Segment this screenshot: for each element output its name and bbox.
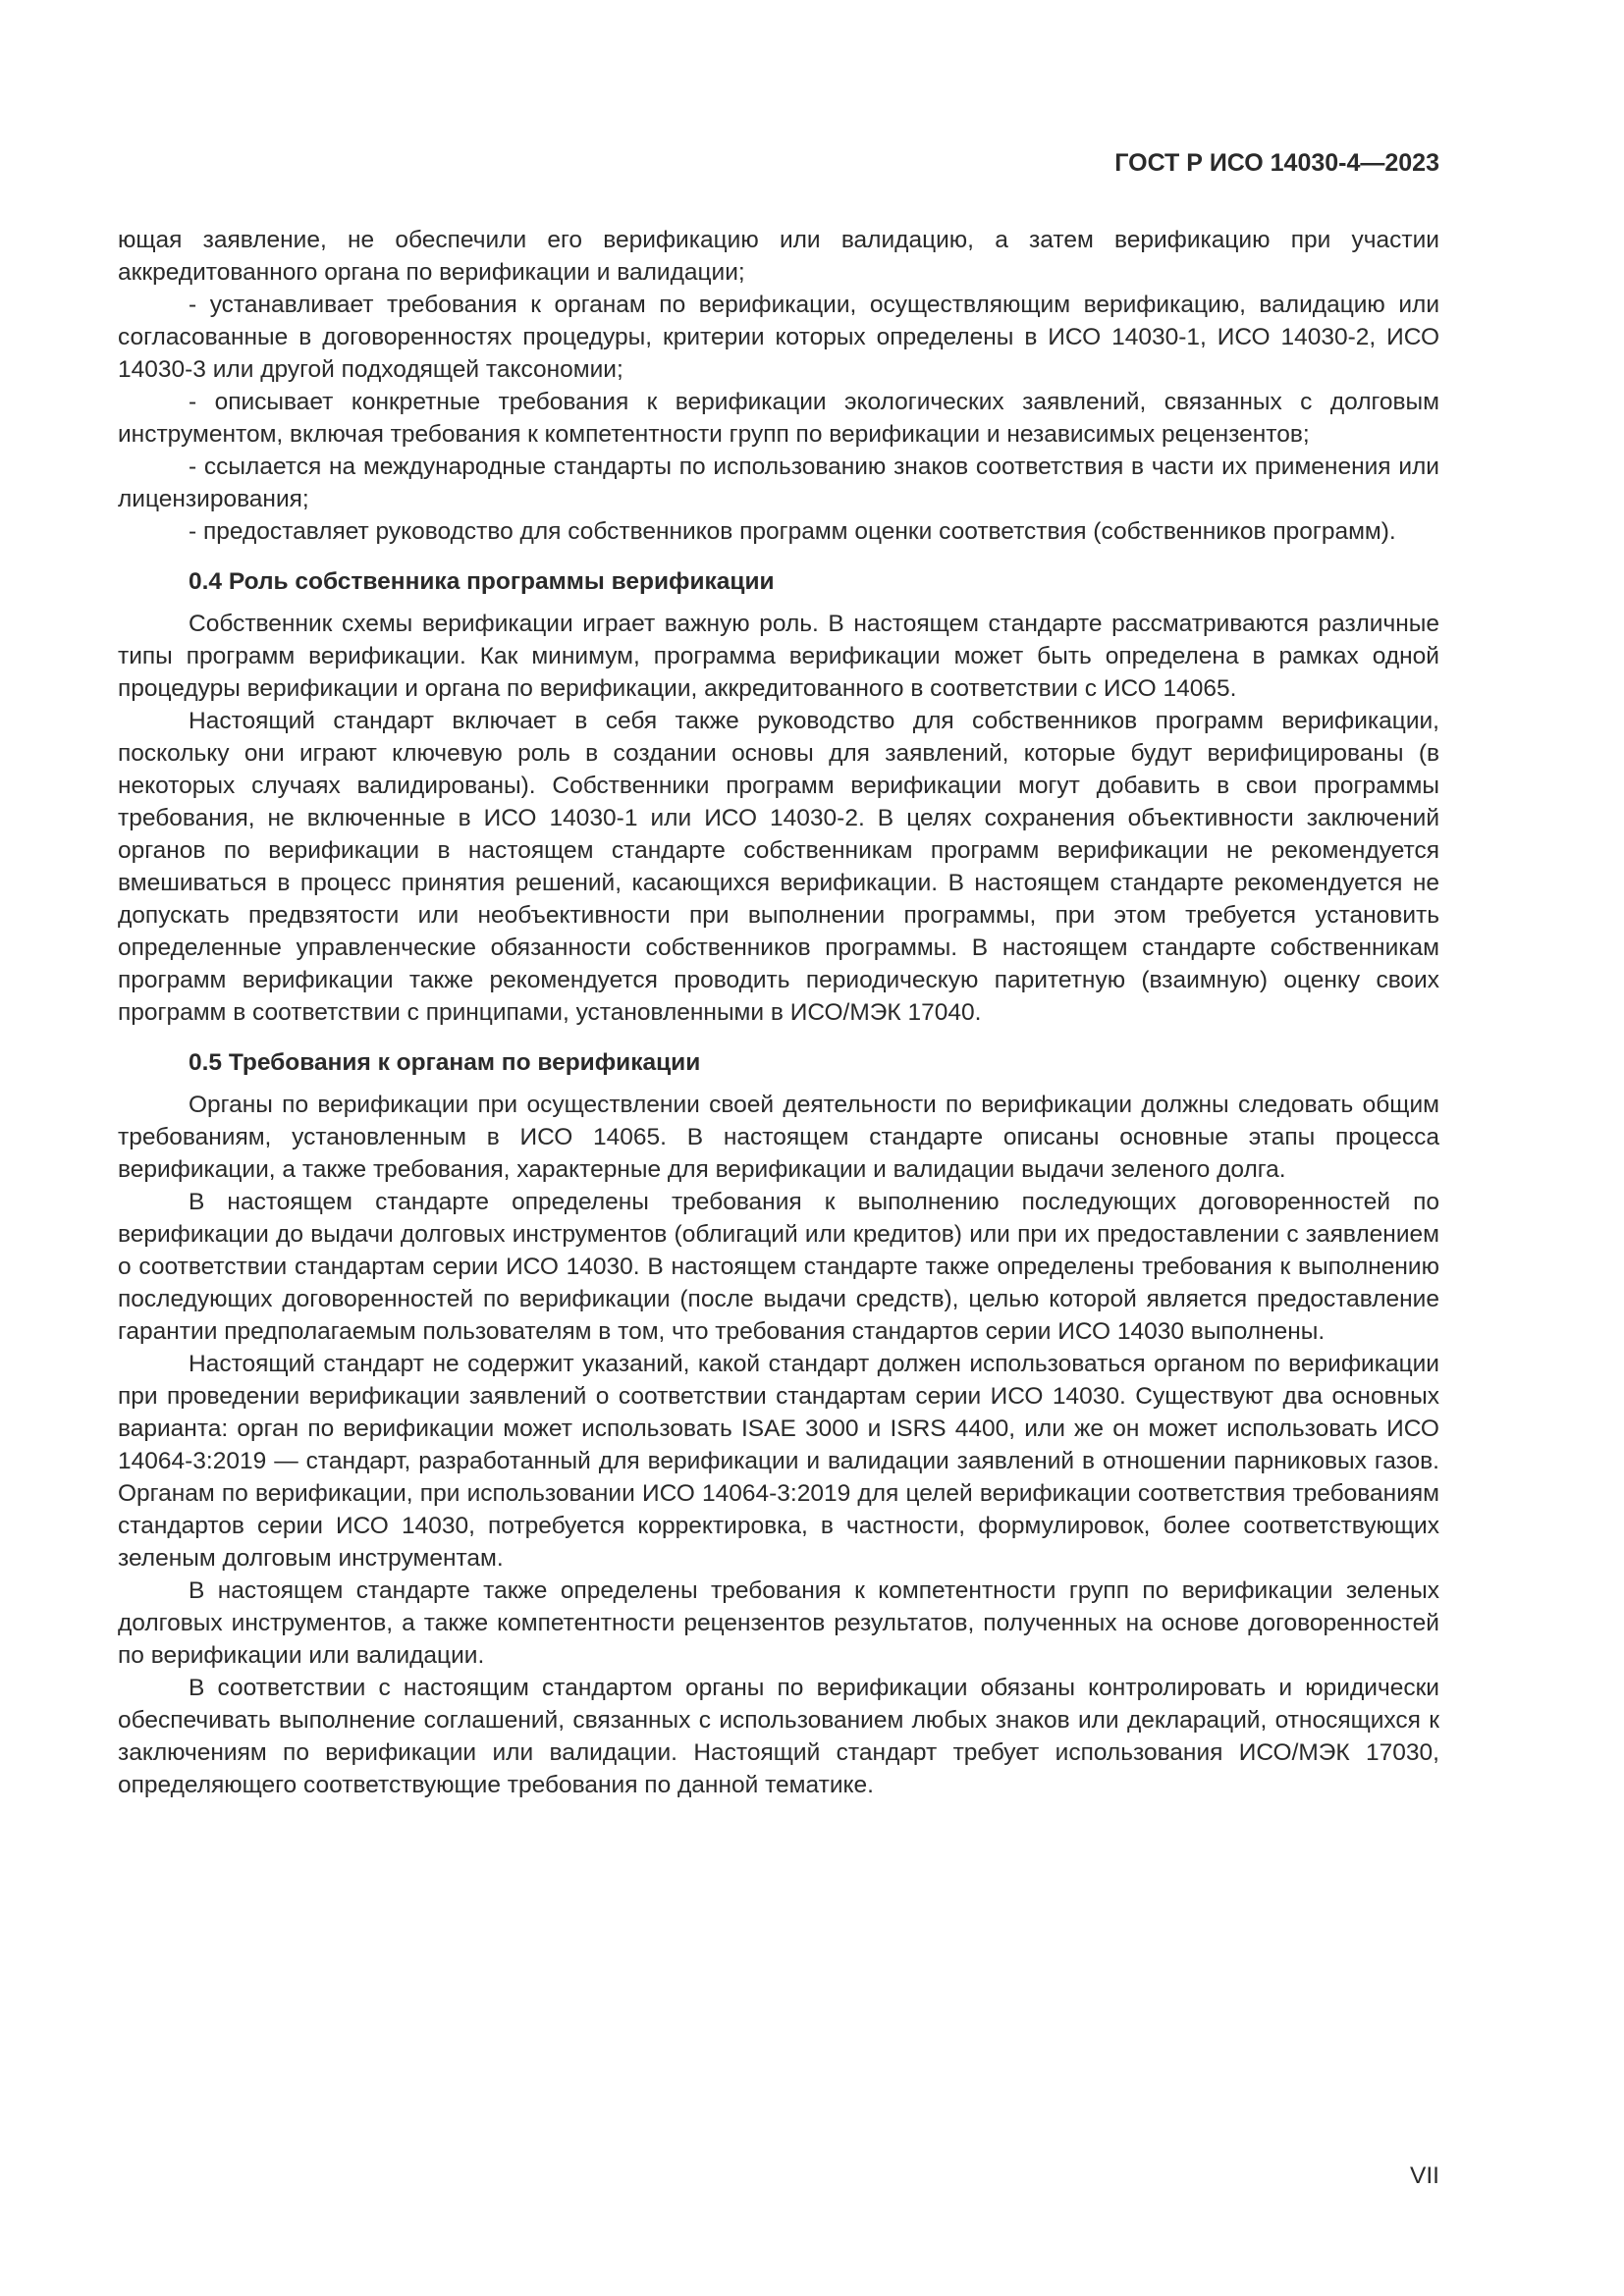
paragraph-verification-standards: Настоящий стандарт не содержит указаний, какой стандарт должен использоваться органом по верификации при проведении верификации заявлений о соответствии стандартам серии ИСО 14030. Существуют два основных варианта: орган по верификации может использовать ISAE 3000 и ISRS 4400, или же он может использовать ИСО 14064-3:2019 — стандарт, разработанный для верификации и валидации заявлений в отношении парниковых газов. Органам по верификации, при использовании ИСО 14064-3:2019 для целей верификации соответствия требованиям стандартов серии ИСО 14030, потребуется корректировка, в частности, формулировок, более соответствующих зеленым долговым инструментам.: [118, 1351, 1439, 1572]
paragraph-competence: В настоящем стандарте также определены требования к компетентности групп по верификации зеленых долговых инструментов, а также компетентности рецензентов результатов, полученных на основе договоренностей по верификации или валидации.: [118, 1577, 1439, 1669]
standard-designation: ГОСТ Р ИСО 14030-4—2023: [1114, 149, 1439, 177]
paragraph-owner-role: Собственник схемы верификации играет важную роль. В настоящем стандарте рассматриваются различные типы программ верификации. Как минимум, программа верификации может быть определена в рамках одной процедуры верификации и органа по верификации, аккредитованного в соответствии с ИСО 14065.: [118, 611, 1439, 702]
paragraph-continuation: ющая заявление, не обеспечили его верификацию или валидацию, а затем верификацию при участии аккредитованного органа по верификации и валидации;: [118, 227, 1439, 286]
paragraph-subsequent-agreements: В настоящем стандарте определены требования к выполнению последующих договоренностей по верификации до выдачи долговых инструментов (облигаций или кредитов) или при их предоставлении с заявлением о соответствии стандартам серии ИСО 14030. В настоящем стандарте также определены требования к выполнению последующих договоренностей по верификации (после выдачи средств), целью которой является предоставление гарантии предполагаемым пользователям в том, что требования стандартов серии ИСО 14030 выполнены.: [118, 1189, 1439, 1345]
list-item-requirements-bodies: - устанавливает требования к органам по верификации, осуществляющим верификацию, валидацию или согласованные в договоренностях процедуры, критерии которых определены в ИСО 14030-1, ИСО 14030-2, ИСО 14030-3 или другой подходящей таксономии;: [118, 292, 1439, 383]
list-item-specific-requirements: - описывает конкретные требования к верификации экологических заявлений, связанных с долговым инструментом, включая требования к компетентности групп по верификации и независимых рецензентов;: [118, 389, 1439, 448]
list-item-conformity-marks: - ссылается на международные стандарты по использованию знаков соответствия в части их применения или лицензирования;: [118, 454, 1439, 512]
paragraph-general-requirements: Органы по верификации при осуществлении своей деятельности по верификации должны следовать общим требованиям, установленным в ИСО 14065. В настоящем стандарте описаны основные этапы процесса верификации, а также требования, характерные для верификации и валидации выдачи зеленого долга.: [118, 1092, 1439, 1183]
list-item-program-owners-guidance: - предоставляет руководство для собственников программ оценки соответствия (собственников программ).: [189, 518, 1396, 545]
section-heading-0-5: 0.5 Требования к органам по верификации: [189, 1049, 701, 1076]
paragraph-marks-control: В соответствии с настоящим стандартом органы по верификации обязаны контролировать и юридически обеспечивать выполнение соглашений, связанных с использованием любых знаков или деклараций, относящихся к заключениям по верификации или валидации. Настоящий стандарт требует использования ИСО/МЭК 17030, определяющего соответствующие требования по данной тематике.: [118, 1675, 1439, 1798]
document-body: [118, 224, 1439, 1801]
page-number: VII: [1410, 2163, 1439, 2189]
paragraph-owner-guidance: Настоящий стандарт включает в себя также руководство для собственников программ верификации, поскольку они играют ключевую роль в создании основы для заявлений, которые будут верифицированы (в некоторых случаях валидированы). Собственники программ верификации могут добавить в свои программы требования, не включенные в ИСО 14030-1 или ИСО 14030-2. В целях сохранения объективности заключений органов по верификации в настоящем стандарте собственникам программ верификации не рекомендуется вмешиваться в процесс принятия решений, касающихся верификации. В настоящем стандарте рекомендуется не допускать предвзятости или необъективности при выполнении программы, при этом требуется установить определенные управленческие обязанности собственников программы. В настоящем стандарте собственникам программ верификации также рекомендуется проводить периодическую паритетную (взаимную) оценку своих программ в соответствии с принципами, установленными в ИСО/МЭК 17040.: [118, 708, 1439, 1026]
section-heading-0-4: 0.4 Роль собственника программы верификации: [189, 568, 775, 595]
